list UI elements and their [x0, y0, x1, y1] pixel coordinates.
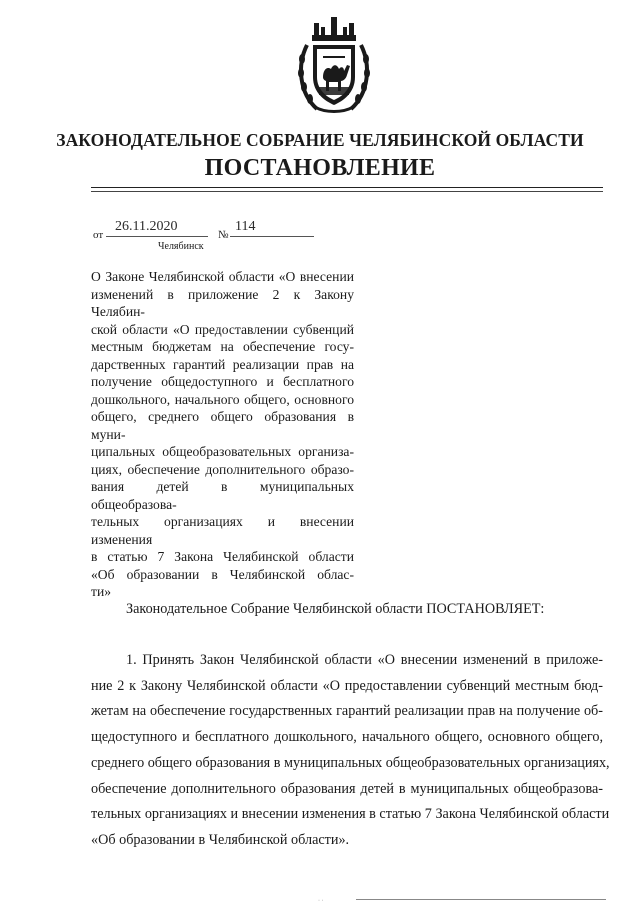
body-line: среднего общего образования в муниципальных общеобразовательных организациях,	[91, 754, 610, 771]
subject-line: циях, обеспечение дополнительного образо-	[91, 461, 354, 477]
resolution-body	[91, 648, 610, 854]
subject-line: О Законе Челябинской области «О внесении	[91, 269, 354, 284]
body-line: ние 2 к Закону Челябинской области «О предоставлении субвенций местным бюд-	[91, 677, 603, 694]
document-subject	[91, 268, 354, 601]
document-number: 114	[235, 219, 256, 234]
subject-line: дошкольного, начального общего, основного	[91, 391, 354, 407]
date-underline	[106, 236, 208, 237]
coat-of-arms-emblem	[295, 15, 373, 115]
body-line: «Об образовании в Челябинской области».	[91, 831, 350, 848]
subject-line: ципальных общеобразовательных организа-	[91, 444, 354, 459]
body-line: 1. Принять Закон Челябинской области «О внесении изменений в приложе-	[126, 652, 603, 668]
header-divider-thick	[91, 187, 603, 188]
subject-line: изменений в приложение 2 к Закону Челябин-	[91, 286, 354, 319]
number-label: №	[218, 229, 229, 241]
subject-line: «Об образовании в Челябинской облас-	[91, 566, 354, 582]
header-divider-thin	[91, 191, 603, 192]
subject-line: получение общедоступного и бесплатного	[91, 374, 354, 389]
document-date: 26.11.2020	[115, 219, 178, 234]
body-line: щедоступного и бесплатного дошкольного, начального общего, основного общего,	[91, 729, 603, 746]
decree-statement: Законодательное Собрание Челябинской области ПОСТАНОВЛЯЕТ:	[126, 601, 545, 617]
subject-line: в статью 7 Закона Челябинской области	[91, 549, 354, 564]
body-line: тельных организациях и внесении изменения в статью 7 Закона Челябинской области	[91, 806, 610, 823]
subject-line: ти»	[91, 584, 112, 599]
subject-line: ской области «О предоставлении субвенций	[91, 321, 354, 337]
subject-line: дарственных гарантий реализации прав на	[91, 356, 354, 372]
scan-artifact: · ·	[318, 898, 324, 904]
subject-line: вания детей в муниципальных общеобразова-	[91, 479, 354, 512]
subject-line: тельных организациях и внесении изменения	[91, 514, 354, 547]
city-name: Челябинск	[158, 241, 204, 252]
date-label: от	[93, 229, 104, 241]
footer-rule	[356, 899, 606, 900]
organization-name: ЗАКОНОДАТЕЛЬНОЕ СОБРАНИЕ ЧЕЛЯБИНСКОЙ ОБЛАСТИ	[56, 130, 584, 150]
subject-line: общего, среднего общего образования в муни-	[91, 409, 354, 442]
body-line: обеспечение дополнительного образования детей в муниципальных общеобразова-	[91, 780, 603, 797]
document-type-title: ПОСТАНОВЛЕНИЕ	[204, 155, 436, 181]
body-line: жетам на обеспечение государственных гарантий реализации прав на получение об-	[91, 703, 603, 720]
subject-line: местным бюджетам на обеспечение госу-	[91, 339, 354, 354]
number-underline	[230, 236, 314, 237]
